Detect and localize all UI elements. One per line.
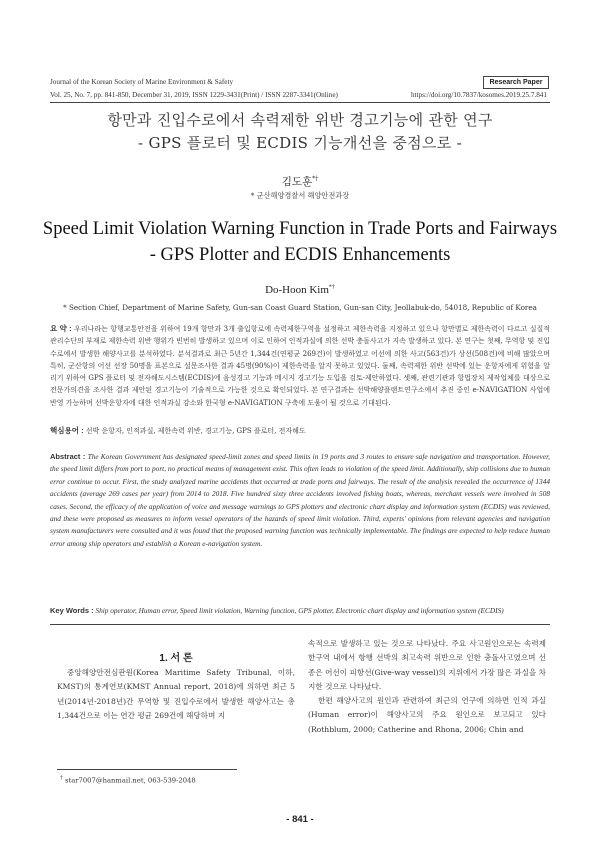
author-en [50, 284, 550, 296]
body-left-column: 중앙해양안전심판원(Korea Maritime Safety Tribunal, 이하, KMST)의 통계연보(KMST Annual report, 2018)에 의하면 최근 5년(2014년-2018년)간 무역항 및 진입수로에서 발생한 해양사고는 총 1,344건으로 이는 연간 평균 269건에 해당하며 지 [57, 668, 295, 721]
keywords-en-text: Ship operator, Human error, Speed limit violation, Warning function, GPS plotter, Electronic chart display and information system (ECDIS) [95, 606, 504, 615]
doi-link[interactable]: https://doi.org/10.7837/kosomes.2019.25.7.841 [410, 91, 547, 99]
affiliation-en: * Section Chief, Department of Marine Safety, Gun-san Coast Guard Station, Gun-san City, Jeollabuk-do, 54018, Republic of Korea [63, 303, 537, 312]
affiliation-ko: * 군산해양경찰서 해양안전과장 [250, 191, 350, 200]
footnote-mark: † [60, 775, 63, 781]
research-paper-badge: Research Paper [483, 76, 549, 89]
abstract-en-label: Abstract : [50, 452, 86, 461]
author-ko-name: 김도훈 [281, 176, 313, 188]
footnote-rule [57, 769, 237, 770]
title-ko-line1: 항만과 진입수로에서 속력제한 위반 경고기능에 관한 연구 [107, 111, 493, 129]
author-en-name: Do-Hoon Kim [265, 284, 329, 296]
journal-name: Journal of the Korean Society of Marine Environment & Safety [50, 78, 234, 86]
abstract-en-text: The Korean Government has designated speed-limit zones and speed limits in 19 ports and 3 routes to ensure safe navigation and transportation. However, the speed limit differs from port to port, no practical means of management exist. This often leads to violation of the speed limit. Additionally, ship collisions due to human error continue to occur. First, the study analyzed marine accidents that occurred at trade ports and fairways. The result of the analysis revealed the occurrence of 1344 accidents (average 269 cases per year) from 2014 to 2018. Five hundred sixty three accidents involved fishing boats, whereas, merchant vessels were involved in 508 cases. Second, the efficacy of the application of voice and message warnings to GPS plotters and electronic chart display and information system (ECDIS) was reviewed, and these were proposed as measures to inform vessel operators of the hazards of speed limit violation. Third, experts' opinions from relevant agencies and navigation system manufacturers were consulted and it was found that the proposed warning function was technically implementable. The findings are expected to help reduce human error among ship operators and establish a Korean e-navigation system. [50, 452, 550, 548]
author-ko [50, 174, 550, 189]
author-ko-mark: *† [312, 175, 319, 183]
abstract-ko-label: 요 약 : [50, 324, 72, 333]
body-right-column-p2: 한편 해양사고의 원인과 관련하여 최근의 연구에 의하면 인적 과실(Human error)이 해양사고의 주요 원인으로 보고되고 있다(Rothblum, 2000; Catherine and Rhona, 2006; Chin and [308, 696, 546, 734]
title-ko-line2: - GPS 플로터 및 ECDIS 기능개선을 중점으로 - [138, 134, 462, 152]
keywords-ko-text: 선박 운항자, 인적과실, 제한속력 위반, 경고기능, GPS 플로터, 전자해도 [85, 427, 306, 435]
abstract-ko-text: 우리나라는 항행교통안전을 위하여 19개 항만과 3개 출입항로에 속력제한구역을 설정하고 제한속력을 지정하고 있으나 항만별로 제한속력이 다르고 실질적 관리수단의 부재로 제한속력 위반 행위가 빈번히 발생하고 있으며 이로 인하여 인적과실에 의한 선박 충돌사고가 지속 발생하고 있다. 본 연구는 첫째, 무역항 및 진입수로에서 발생한 해양사고를 분석하였다. 분석결과로 최근 5년간 1,344건(연평균 269건)이 발생하였고 어선에 의한 사고(563건)가 상선(508건)에 비해 많았으며 특히, 군산항의 어선 선장 50명을 표본으로 설문조사한 결과 45명(90%)이 제한속력을 알지 못하고 있었다. 둘째, 속력제한 위반 선박에 있는 운항자에게 위험을 알리기 위하여 GPS 플로터 및 전자해도시스템(ECDIS)에 음성경고 기능과 메시지 경고기능 도입을 검토·제안하였다. 셋째, 관련기관과 항법장치 제작업체를 대상으로 전문가의견을 조사한 결과 제안된 경고기능이 기술적으로 가능한 것으로 확인되었다. 본 연구결과는 선박해양플랜트연구소에서 추진 중인 e-NAVIGATION 사업에 반영 가능하며 선박운항자에 대한 인적과실 감소와 한국형 e-NAVIGATION 구축에 도움이 될 것으로 기대된다. [50, 325, 551, 407]
abstract-rule [50, 624, 550, 625]
section-heading: 1. 서 론 [159, 653, 193, 664]
abstract-en [50, 451, 550, 550]
title-en-line2: - GPS Plotter and ECDIS Enhancements [149, 245, 451, 265]
keywords-ko [50, 425, 550, 437]
body-right-column-p1: 속적으로 발생하고 있는 것으로 나타났다. 주요 사고원인으로는 속력제한구역 내에서 항행 선박의 최고속력 위반으로 인한 충돌사고였으며 선종은 어선이 피항선(Give-way vessel)의 지위에서 가장 많은 과실을 차지한 것으로 나타났다. [308, 639, 546, 692]
page-number: - 841 - [286, 814, 314, 825]
volume-info: Vol. 25, No. 7, pp. 841-850, December 31, 2019, ISSN 1229-3431(Print) / ISSN 2287-3341(Online) [50, 91, 338, 99]
footnote [60, 775, 196, 784]
abstract-ko [50, 323, 550, 409]
keywords-en [50, 605, 550, 617]
keywords-en-label: Key Words : [50, 606, 94, 615]
footnote-email: star7007@hanmail.net, 063-539-2048 [65, 776, 196, 785]
header-rule [50, 102, 550, 103]
title-en-line1: Speed Limit Violation Warning Function in Trade Ports and Fairways [42, 219, 558, 239]
author-en-mark: *† [328, 284, 335, 291]
keywords-ko-label: 핵심용어 : [50, 426, 84, 435]
